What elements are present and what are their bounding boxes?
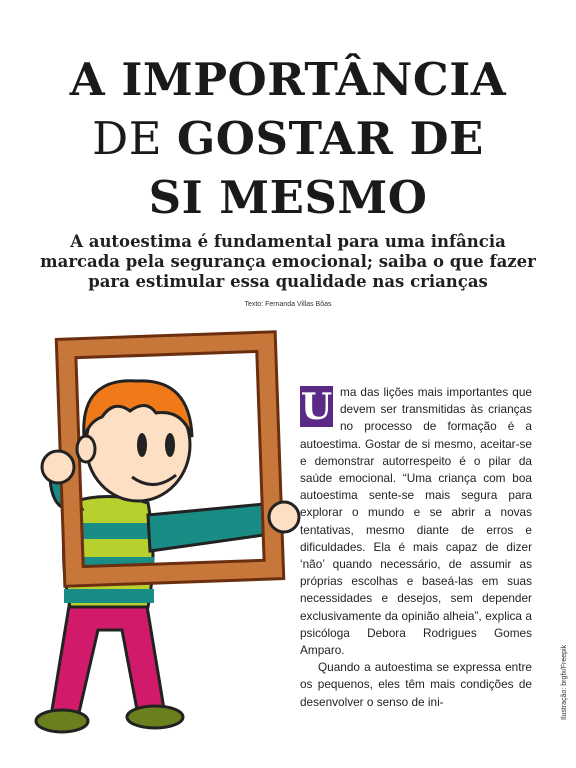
paragraph-2: Quando a autoestima se expressa entre os pequenos, eles têm mais condições de desenvolver o senso de ini- <box>300 660 532 709</box>
title-line-2-bold: GOSTAR DE <box>176 112 484 165</box>
title-line-2-light: DE <box>92 112 177 165</box>
article-title <box>0 50 576 227</box>
boy-with-frame-illustration <box>30 325 315 750</box>
title-line-3: SI MESMO <box>148 171 428 224</box>
paragraph-1-text: ma das lições mais importantes que devem ser transmitidas às crianças no processo de formação é a autoestima. Gostar de si mesmo, aceitar-se e demonstrar autorrespeito é o pilar da saúde emocional. “Uma criança com boa autoestima sente-se mais segura para explorar o mundo e se abrir a novas tentativas, mesmo diante de erros e dificuldades. Ela é mais capaz de dizer ‘não’ quando necessário, de assumir as próprias escolhas e baseá-las em suas necessidades e desejos, sem depender exclusivamente da opinião alheia”, explica a psicóloga Debora Rodrigues Gomes Amparo. <box>300 385 532 658</box>
article-subtitle: A autoestima é fundamental para uma infância marcada pela segurança emocional; saiba o que fazer para estimular essa qualidade nas crianças <box>40 232 536 291</box>
illustration-credit: Ilustração: brgfx/Freepik <box>561 644 568 720</box>
article-body <box>300 384 532 711</box>
paragraph-1 <box>300 384 532 659</box>
drop-cap: U <box>300 386 333 428</box>
byline: Texto: Fernanda Villas Bôas <box>244 301 332 308</box>
title-line-1: A IMPORTÂNCIA <box>69 53 507 106</box>
